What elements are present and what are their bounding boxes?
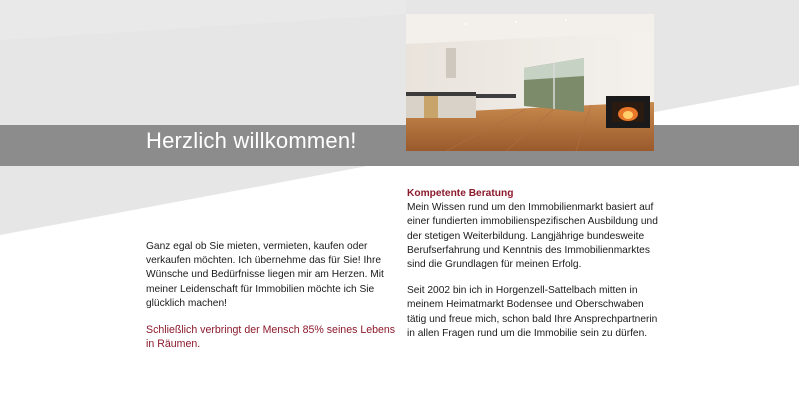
- accent-quote: Schließlich verbringt der Mensch 85% seines Lebens in Räumen.: [146, 324, 396, 351]
- competence-column: [407, 187, 662, 353]
- intro-column: [146, 240, 396, 363]
- competence-paragraph: Mein Wissen rund um den Immobilienmarkt basiert auf einer fundierten immobilienspezifischen Ausbildung und der stetigen Weiterbildung. Langjährige bundesweite Berufserfahrung und Kenntnis des Immobilienmarktes sind die Grundlagen für meinen Erfolg.: [407, 202, 658, 271]
- location-paragraph: Seit 2002 bin ich in Horgenzell-Sattelbach mitten in meinem Heimatmarkt Bodensee und Oberschwaben tätig und freue mich, schon bald Ihre Ansprechpartnerin in allen Fragen rund um die Immobilie sein zu dürfen.: [407, 285, 658, 339]
- intro-paragraph: Ganz egal ob Sie mieten, vermieten, kaufen oder verkaufen möchten. Ich übernehme das für Sie! Ihre Wünsche und Bedürfnisse liegen mir am Herzen. Mit meiner Leidenschaft für Immobilien möchte ich Sie glücklich machen!: [146, 241, 384, 309]
- interior-photo: [406, 14, 654, 151]
- page-title: Herzlich willkommen!: [146, 128, 357, 153]
- section-heading: Kompetente Beratung: [407, 188, 514, 199]
- title-banner: [0, 125, 799, 166]
